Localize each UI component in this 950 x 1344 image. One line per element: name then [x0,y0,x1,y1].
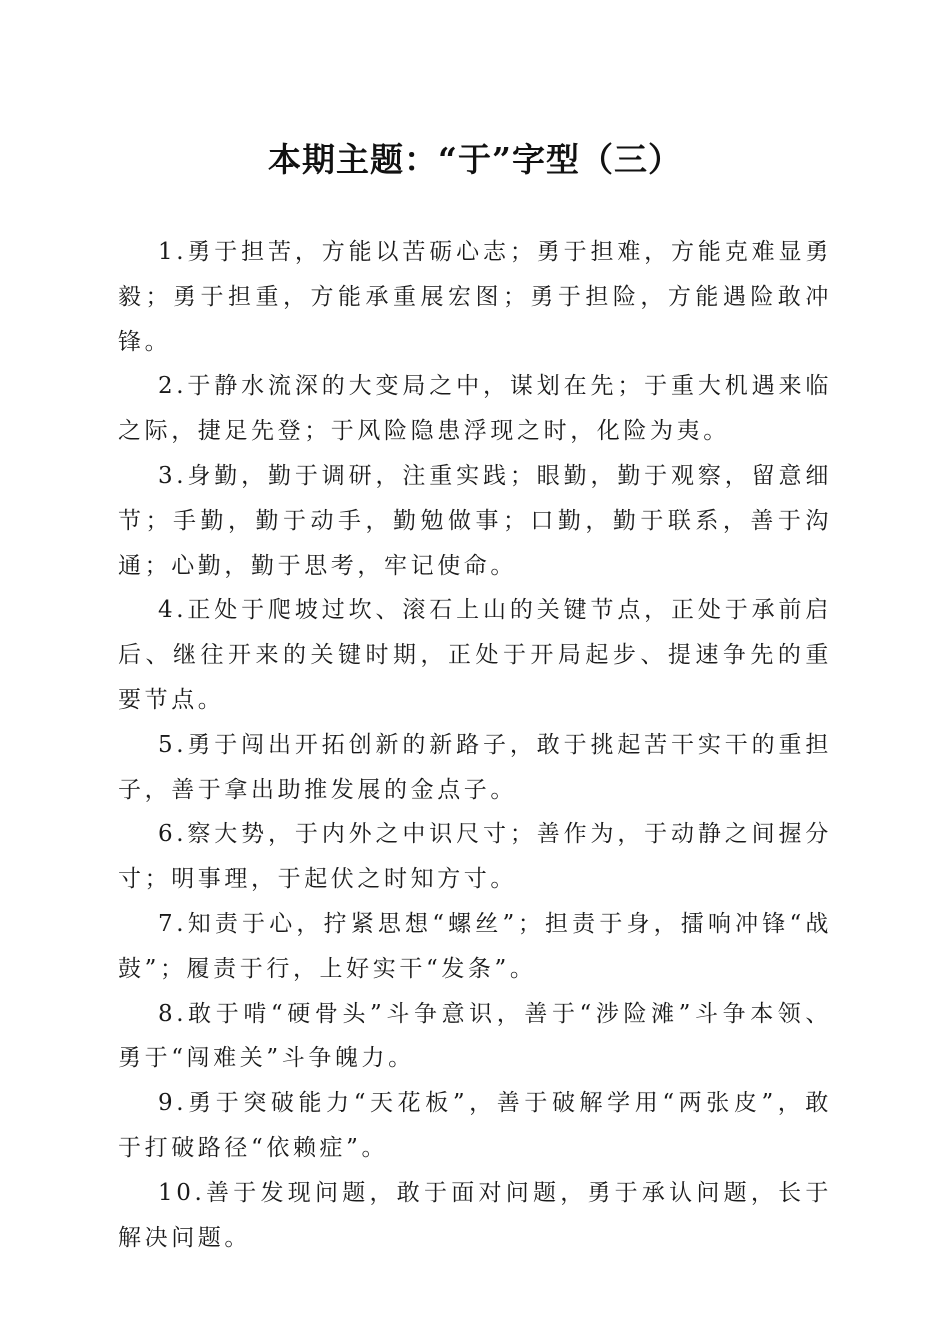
list-item-1: 1.勇于担苦，方能以苦砺心志；勇于担难，方能克难显勇毅；勇于担重，方能承重展宏图；勇于担险，方能遇险敢冲锋。 [118,239,832,355]
list-item-10: 10.善于发现问题，敢于面对问题，勇于承认问题，长于解决问题。 [118,1179,832,1251]
list-item-9: 9.勇于突破能力“天花板”，善于破解学用“两张皮”，敢于打破路径“依赖症”。 [118,1090,832,1161]
list-item-3: 3.身勤，勤于调研，注重实践；眼勤，勤于观察，留意细节；手勤，勤于动手，勤勉做事；口勤，勤于联系，善于沟通；心勤，勤于思考，牢记使命。 [118,462,832,579]
document-body [118,230,832,1260]
list-item-8: 8.敢于啃“硬骨头”斗争意识，善于“涉险滩”斗争本领、勇于“闯难关”斗争魄力。 [118,1000,832,1072]
list-item-4: 4.正处于爬坡过坎、滚石上山的关键节点，正处于承前启后、继往开来的关键时期，正处于开局起步、提速争先的重要节点。 [118,597,832,713]
list-item-6: 6.察大势，于内外之中识尺寸；善作为，于动静之间握分寸；明事理，于起伏之时知方寸。 [118,821,832,893]
list-item-2: 2.于静水流深的大变局之中，谋划在先；于重大机遇来临之际，捷足先登；于风险隐患浮现之时，化险为夷。 [118,373,832,445]
list-item-7: 7.知责于心，拧紧思想“螺丝”；担责于身，擂响冲锋“战鼓”；履责于行，上好实干“发条”。 [118,910,832,982]
list-item-5: 5.勇于闯出开拓创新的新路子，敢于挑起苦干实干的重担子，善于拿出助推发展的金点子。 [118,731,832,803]
page-title: 本期主题：“于”字型（三） [268,140,682,179]
